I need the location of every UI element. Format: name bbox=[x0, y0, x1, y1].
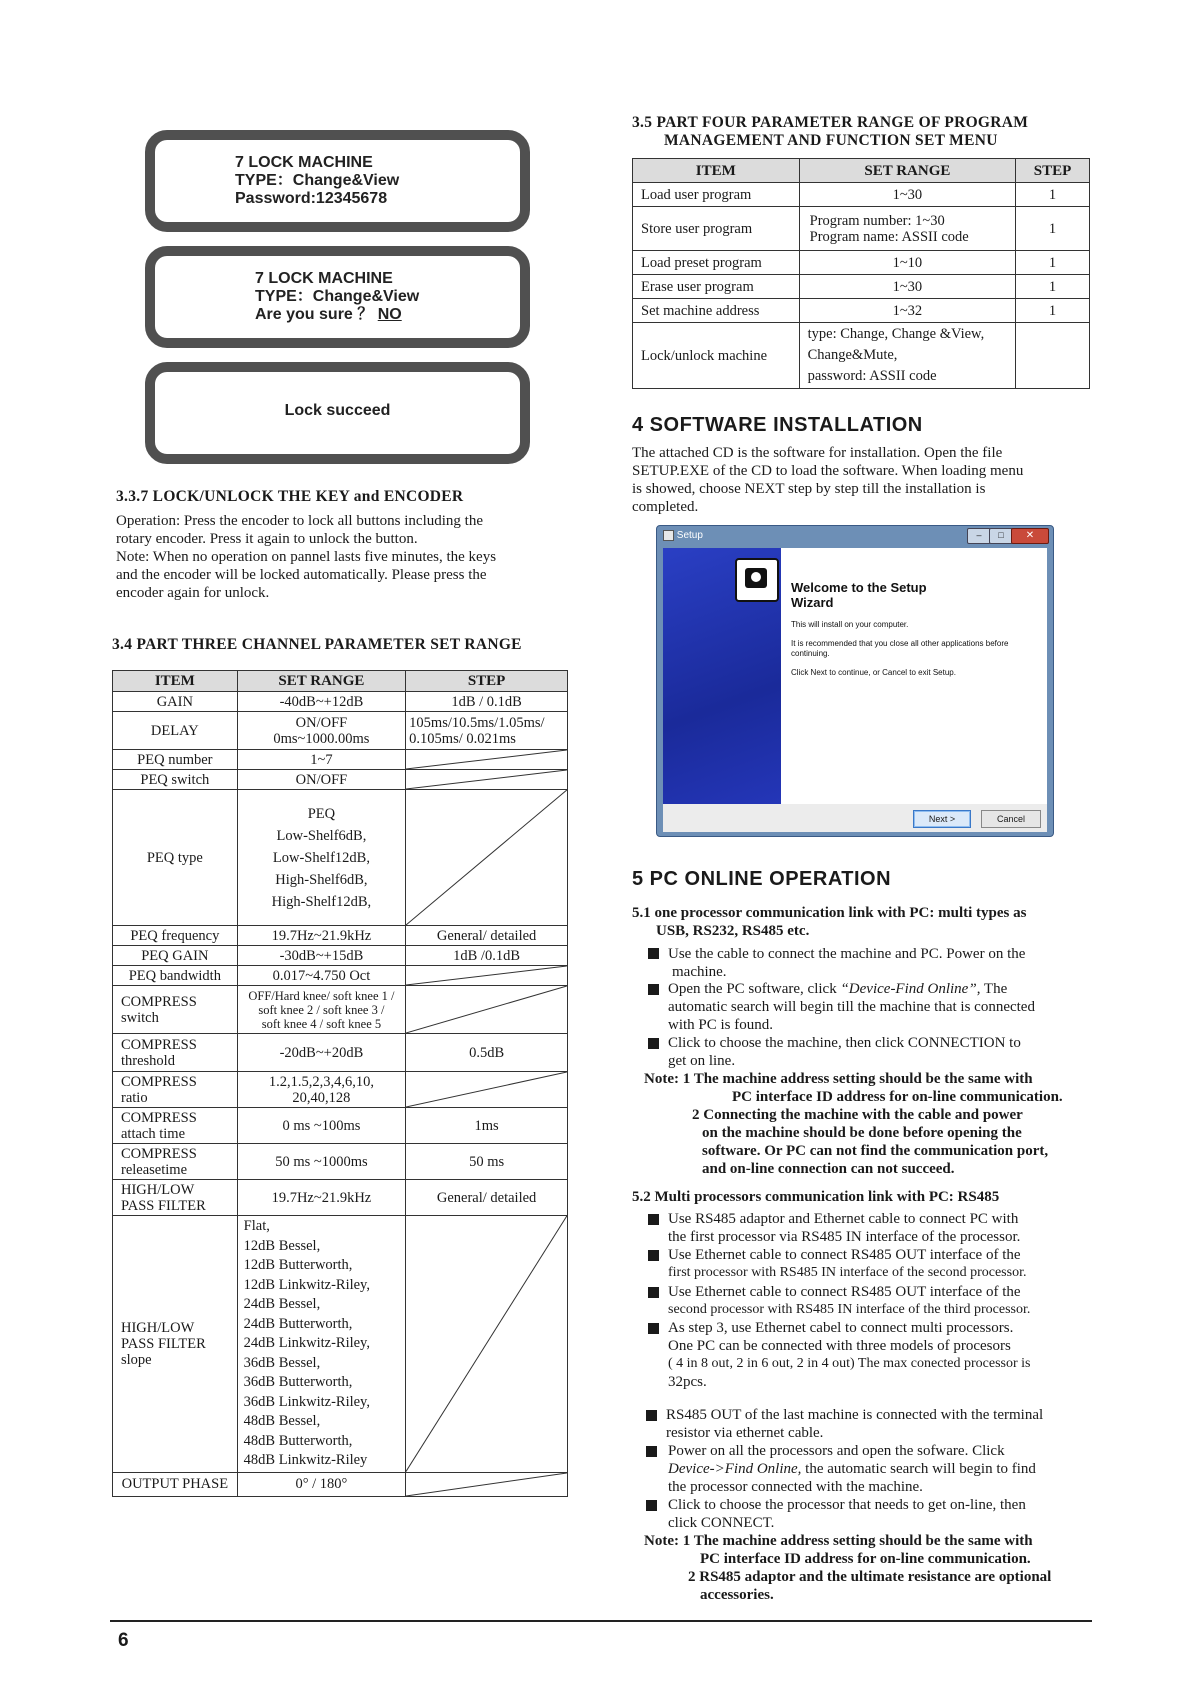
cell-line: 1~30 bbox=[892, 186, 923, 203]
cell-line: General/ detailed bbox=[436, 1189, 537, 1206]
cell-step-empty bbox=[406, 770, 568, 790]
bullet-icon bbox=[648, 1038, 659, 1049]
cell-line: 1ms bbox=[474, 1117, 499, 1134]
cell-line: 105ms/10.5ms/1.05ms/ bbox=[409, 714, 545, 731]
cell-line: attach time bbox=[121, 1125, 186, 1142]
table-row bbox=[113, 750, 568, 770]
cell-line: 48dB Butterworth, bbox=[243, 1432, 353, 1449]
cell-item: Lock/unlock machine bbox=[633, 323, 800, 389]
bullet-text: Use the cable to connect the machine and PC. Power on the machine. bbox=[668, 946, 1026, 980]
cell-line: OFF/Hard knee/ soft knee 1 / bbox=[248, 988, 395, 1003]
cell-range bbox=[237, 712, 406, 750]
cell-line: 0ms~1000.00ms bbox=[273, 730, 370, 747]
cell-line: 1dB /0.1dB bbox=[453, 947, 521, 964]
cell-step bbox=[406, 1034, 568, 1072]
cell-item bbox=[113, 750, 238, 770]
cell-range bbox=[237, 926, 406, 946]
cell-line: ON/OFF bbox=[295, 771, 348, 788]
cell-step: 1 bbox=[1016, 275, 1090, 299]
channel-parameter-table bbox=[112, 670, 568, 1497]
cell-item: Set machine address bbox=[633, 299, 800, 323]
cell-range bbox=[799, 275, 1015, 299]
cell-item bbox=[113, 770, 238, 790]
lcd-screen-2 bbox=[145, 246, 530, 348]
bullet-icon bbox=[646, 1410, 657, 1421]
table-row bbox=[633, 183, 1090, 207]
cell-line: Program number: 1~30 bbox=[809, 212, 945, 229]
subsection-52: 5.2 Multi processors communication link with PC: RS485 bbox=[632, 1189, 1000, 1205]
cell-step: 1 bbox=[1016, 207, 1090, 251]
section-title-34: 3.4 PART THREE CHANNEL PARAMETER SET RANGE bbox=[112, 636, 522, 653]
table-row bbox=[113, 926, 568, 946]
cell-line: soft knee 4 / soft knee 5 bbox=[261, 1016, 382, 1031]
footer-rule bbox=[110, 1620, 1092, 1622]
note-2: Note: 1 The machine address setting should be the same with PC interface ID address for on-line communication. 2 RS485 adaptor and the ultimate resistance are optional accessories. bbox=[644, 1533, 1052, 1603]
cell-line: 20,40,128 bbox=[292, 1089, 351, 1106]
cell-line: soft knee 2 / soft knee 3 / bbox=[258, 1002, 385, 1017]
cell-range bbox=[237, 1108, 406, 1144]
bullet-text: As step 3, use Ethernet cabel to connect multi processors. One PC can be connected with three models of procesors ( 4 in 8 out, 2 in 6 out, 2 in 4 out) The max conected processor is 32pcs. bbox=[668, 1320, 1031, 1390]
table-row bbox=[113, 790, 568, 926]
bullet-text: Click to choose the machine, then click CONNECTION to get on line. bbox=[668, 1035, 1021, 1069]
cell-line: Flat, bbox=[243, 1218, 270, 1234]
table-row bbox=[633, 275, 1090, 299]
cell-line: PEQ bandwidth bbox=[128, 967, 221, 984]
cell-item bbox=[113, 790, 238, 926]
cell-line: slope bbox=[121, 1351, 152, 1368]
setup-app-icon bbox=[663, 530, 674, 541]
diagonal-empty-mark bbox=[406, 1072, 567, 1107]
cell-line: 24dB Linkwitz-Riley, bbox=[243, 1335, 370, 1351]
close-button[interactable] bbox=[1011, 528, 1049, 544]
cell-line: OUTPUT PHASE bbox=[121, 1476, 229, 1492]
table-row bbox=[113, 692, 568, 712]
lcd-line: Are you sure ？ bbox=[255, 306, 374, 323]
cell-step bbox=[406, 692, 568, 712]
cell-line: 1~10 bbox=[892, 254, 923, 271]
cell-line: 36dB Butterworth, bbox=[243, 1374, 353, 1390]
cell-range bbox=[237, 1034, 406, 1072]
cell-range bbox=[237, 1180, 406, 1216]
section-title-35 bbox=[632, 114, 1028, 150]
minimize-icon: – bbox=[976, 530, 982, 540]
cell-line: PEQ GAIN bbox=[141, 947, 209, 964]
cell-line: 24dB Bessel, bbox=[243, 1296, 321, 1312]
cell-step-empty bbox=[406, 1072, 568, 1108]
table-row bbox=[113, 1034, 568, 1072]
bullet-icon bbox=[646, 1500, 657, 1511]
cell-item bbox=[113, 1072, 238, 1108]
cell-line: PASS FILTER bbox=[121, 1197, 206, 1214]
table-row bbox=[633, 323, 1090, 389]
cell-range bbox=[799, 299, 1015, 323]
cell-range bbox=[237, 1472, 406, 1496]
cell-line: COMPRESS bbox=[121, 1073, 197, 1090]
cell-line: 19.7Hz~21.9kHz bbox=[271, 1189, 372, 1206]
table-row bbox=[113, 1472, 568, 1496]
table-row bbox=[113, 986, 568, 1034]
cell-step-empty bbox=[406, 1472, 568, 1496]
lcd-line: 7 LOCK MACHINE bbox=[255, 270, 393, 287]
cell-line: -40dB~+12dB bbox=[279, 693, 364, 710]
note-1: Note: 1 The machine address setting should be the same with PC interface ID address for on-line communication. 2 Connecting the machine with the cable and power on the machine should be done before opening the software. Or PC can not find the communication port, and on-line connection can not succeed. bbox=[644, 1071, 1063, 1177]
cell-item bbox=[113, 986, 238, 1034]
table-row bbox=[113, 966, 568, 986]
cancel-button[interactable]: Cancel bbox=[981, 810, 1041, 828]
cell-line: Change&Mute, bbox=[807, 347, 898, 363]
table-row bbox=[633, 299, 1090, 323]
cell-range bbox=[237, 1144, 406, 1180]
lcd-answer: NO bbox=[377, 306, 402, 323]
cell-line: COMPRESS bbox=[121, 993, 197, 1010]
cell-line: 50 ms bbox=[469, 1153, 505, 1170]
cell-item bbox=[113, 1180, 238, 1216]
bullet-text: Open the PC software, click “Device-Find Online”, The automatic search will begin till the machine that is connected with PC is found. bbox=[668, 981, 1035, 1033]
cell-line: PEQ number bbox=[137, 751, 213, 768]
cell-line: PEQ bbox=[307, 805, 336, 822]
bullet-text: Use Ethernet cable to connect RS485 OUT interface of the first processor with RS485 IN interface of the second processor. bbox=[668, 1247, 1027, 1280]
title-line: MANAGEMENT AND FUNCTION SET MENU bbox=[664, 132, 998, 149]
cell-line: 24dB Butterworth, bbox=[243, 1315, 353, 1332]
cell-line: -30dB~+15dB bbox=[279, 947, 364, 964]
text-line: Operation: Press the encoder to lock all buttons including the bbox=[116, 513, 484, 529]
section-title-5: 5 PC ONLINE OPERATION bbox=[632, 868, 892, 890]
bullet-icon bbox=[646, 1446, 657, 1457]
table-row bbox=[113, 1108, 568, 1144]
table-row bbox=[113, 1144, 568, 1180]
text-line: encoder again for unlock. bbox=[116, 585, 270, 601]
cell-line: 12dB Bessel, bbox=[243, 1237, 321, 1254]
cell-item bbox=[113, 1472, 238, 1496]
diagonal-empty-mark bbox=[406, 966, 567, 985]
cell-line: 36dB Linkwitz-Riley, bbox=[243, 1393, 370, 1410]
bullet-text: Power on all the processors and open the sofware. Click Device->Find Online, the automatic search will begin to find the processor connected with the machine. bbox=[668, 1443, 1036, 1495]
cell-step: 1 bbox=[1016, 251, 1090, 275]
title-line: 3.5 PART FOUR PARAMETER RANGE OF PROGRAM bbox=[632, 114, 1029, 131]
cell-item bbox=[113, 946, 238, 966]
cell-step-empty bbox=[406, 986, 568, 1034]
table-row bbox=[633, 207, 1090, 251]
text-line: completed. bbox=[632, 499, 699, 515]
section-4-body bbox=[632, 444, 1023, 516]
table-row bbox=[113, 946, 568, 966]
cell-line: 0.5dB bbox=[469, 1044, 505, 1061]
cell-range bbox=[237, 966, 406, 986]
welcome-text: This will install on your computer. It is recommended that you close all other applications before continuing. Click Next to continue, or Cancel to exit Setup. bbox=[791, 620, 1009, 677]
cell-line: 0.017~4.750 Oct bbox=[272, 967, 371, 984]
wizard-body bbox=[663, 548, 1047, 804]
wizard-footer bbox=[663, 804, 1047, 832]
cell-line: 1~32 bbox=[892, 302, 923, 319]
col-header-item: ITEM bbox=[113, 671, 238, 692]
window-title: Setup bbox=[663, 530, 703, 541]
bullet-text: Use RS485 adaptor and Ethernet cable to connect PC with the first processor via RS485 IN interface of the processor. bbox=[668, 1211, 1021, 1245]
cell-line: COMPRESS bbox=[121, 1145, 197, 1162]
col-header-step: STEP bbox=[1016, 159, 1090, 183]
bullet-text: Use Ethernet cable to connect RS485 OUT interface of the second processor with RS485 IN interface of the third processor. bbox=[668, 1284, 1031, 1317]
lcd-screen-3 bbox=[145, 362, 530, 464]
cell-range bbox=[237, 946, 406, 966]
table-row bbox=[113, 712, 568, 750]
text-line: The attached CD is the software for installation. Open the file bbox=[632, 445, 1003, 461]
cell-step: 1 bbox=[1016, 183, 1090, 207]
table-row bbox=[113, 1216, 568, 1473]
cell-line: 48dB Bessel, bbox=[243, 1413, 321, 1429]
cell-line: Low-Shelf6dB, bbox=[276, 827, 367, 844]
diagonal-empty-mark bbox=[406, 750, 567, 769]
cell-line: 1~7 bbox=[310, 751, 333, 768]
cell-line: GAIN bbox=[156, 693, 193, 710]
subsection-51: 5.1 one processor communication link with PC: multi types as USB, RS232, RS485 etc. bbox=[632, 905, 1027, 939]
cell-line: 0° / 180° bbox=[295, 1476, 348, 1492]
cell-line: 1~30 bbox=[892, 278, 923, 295]
diagonal-empty-mark bbox=[406, 1216, 567, 1472]
cell-item: Store user program bbox=[633, 207, 800, 251]
cell-step bbox=[406, 1144, 568, 1180]
cell-line: PEQ type bbox=[146, 849, 203, 866]
cell-range bbox=[237, 1216, 406, 1473]
text-line: rotary encoder. Press it again to unlock the button. bbox=[116, 531, 418, 547]
cell-line: PEQ switch bbox=[140, 771, 210, 788]
bullet-icon bbox=[648, 1287, 659, 1298]
cell-line: 1dB / 0.1dB bbox=[451, 693, 522, 710]
cell-line: threshold bbox=[121, 1052, 175, 1069]
cell-range bbox=[237, 770, 406, 790]
maximize-button[interactable] bbox=[989, 528, 1013, 544]
cell-range bbox=[237, 1072, 406, 1108]
cell-item bbox=[113, 692, 238, 712]
cell-line: ON/OFF bbox=[295, 714, 348, 731]
installer-box-icon bbox=[735, 558, 779, 602]
next-button[interactable]: Next > bbox=[913, 810, 971, 828]
section-title-337: 3.3.7 LOCK/UNLOCK THE KEY and ENCODER bbox=[116, 488, 464, 505]
lcd-line: 7 LOCK MACHINE bbox=[235, 154, 373, 171]
cell-item bbox=[113, 1216, 238, 1473]
text-line: is showed, choose NEXT step by step till the installation is bbox=[632, 481, 986, 497]
text-line: and the encoder will be locked automatically. Please press the bbox=[116, 567, 487, 583]
cell-item bbox=[113, 966, 238, 986]
page-number: 6 bbox=[118, 1630, 129, 1651]
cell-line: 36dB Bessel, bbox=[243, 1354, 321, 1371]
bullet-icon bbox=[648, 1250, 659, 1261]
cell-step-empty bbox=[406, 790, 568, 926]
setup-wizard-window bbox=[656, 525, 1054, 837]
text-line: SETUP.EXE of the CD to load the software. When loading menu bbox=[632, 463, 1024, 479]
wizard-side-banner bbox=[663, 548, 781, 804]
cell-line: Program name: ASSII code bbox=[809, 228, 969, 245]
welcome-heading: Welcome to the Setup Wizard bbox=[791, 580, 927, 610]
cell-item bbox=[113, 1034, 238, 1072]
col-header-range: SET RANGE bbox=[799, 159, 1015, 183]
cell-range bbox=[799, 251, 1015, 275]
section-337-body bbox=[116, 512, 496, 602]
cell-line: Low-Shelf12dB, bbox=[272, 849, 370, 866]
section-title-4: 4 SOFTWARE INSTALLATION bbox=[632, 414, 923, 436]
cell-item bbox=[113, 1108, 238, 1144]
lcd-line: Password:12345678 bbox=[235, 190, 388, 207]
cell-range bbox=[799, 183, 1015, 207]
col-header-step: STEP bbox=[406, 671, 568, 692]
cell-line: 0 ms ~100ms bbox=[282, 1117, 361, 1134]
cell-line: High-Shelf12dB, bbox=[271, 893, 372, 910]
diagonal-empty-mark bbox=[406, 986, 567, 1033]
cell-line: PEQ frequency bbox=[130, 927, 220, 944]
cell-step-empty bbox=[406, 750, 568, 770]
cell-range bbox=[237, 692, 406, 712]
cell-line: 0.105ms/ 0.021ms bbox=[409, 730, 516, 747]
cell-line: 19.7Hz~21.9kHz bbox=[271, 927, 372, 944]
text-line: Note: When no operation on pannel lasts five minutes, the keys bbox=[116, 549, 497, 565]
program-parameter-table bbox=[632, 158, 1090, 389]
cell-range bbox=[799, 207, 1015, 251]
cell-step bbox=[406, 712, 568, 750]
maximize-icon: □ bbox=[998, 530, 1004, 540]
cell-range bbox=[237, 986, 406, 1034]
cell-line: ratio bbox=[121, 1089, 148, 1106]
cell-line: 1.2,1.5,2,3,4,6,10, bbox=[268, 1073, 374, 1090]
cell-line: DELAY bbox=[150, 722, 199, 739]
table-row bbox=[633, 251, 1090, 275]
cell-item: Load user program bbox=[633, 183, 800, 207]
cell-line: General/ detailed bbox=[436, 927, 537, 944]
cell-line: HIGH/LOW bbox=[121, 1181, 195, 1198]
cell-step: 1 bbox=[1016, 299, 1090, 323]
cell-line: -20dB~+20dB bbox=[279, 1044, 364, 1061]
cell-line: type: Change, Change &View, bbox=[807, 326, 985, 342]
table-row bbox=[113, 1072, 568, 1108]
diagonal-empty-mark bbox=[406, 770, 567, 789]
cell-range bbox=[237, 790, 406, 926]
cell-line: releasetime bbox=[121, 1161, 188, 1178]
bullet-icon bbox=[648, 984, 659, 995]
lcd-screen-1 bbox=[145, 130, 530, 232]
cell-line: 50 ms ~1000ms bbox=[275, 1153, 368, 1170]
cell-item bbox=[113, 926, 238, 946]
cell-step-empty bbox=[406, 1216, 568, 1473]
diagonal-empty-mark bbox=[406, 1473, 567, 1496]
cell-range bbox=[237, 750, 406, 770]
col-header-range: SET RANGE bbox=[237, 671, 406, 692]
table-row bbox=[113, 770, 568, 790]
minimize-button[interactable] bbox=[967, 528, 991, 544]
cell-step-empty bbox=[406, 966, 568, 986]
cell-line: High-Shelf6dB, bbox=[275, 871, 368, 888]
bullet-text: RS485 OUT of the last machine is connected with the terminal resistor via ethernet cable. bbox=[666, 1407, 1044, 1441]
cell-item bbox=[113, 1144, 238, 1180]
close-icon: ✕ bbox=[1025, 530, 1035, 541]
cell-item bbox=[113, 712, 238, 750]
bullet-icon bbox=[648, 1214, 659, 1225]
cell-line: HIGH/LOW bbox=[121, 1319, 195, 1336]
lcd-line: TYPE：Change&View bbox=[255, 288, 420, 305]
cell-step bbox=[406, 1108, 568, 1144]
col-header-item: ITEM bbox=[633, 159, 800, 183]
cell-line: 48dB Linkwitz-Riley bbox=[243, 1452, 368, 1468]
bullet-icon bbox=[648, 1323, 659, 1334]
cell-line: switch bbox=[121, 1009, 159, 1026]
cell-step bbox=[1016, 323, 1090, 389]
cell-line: password: ASSII code bbox=[807, 368, 937, 384]
cell-range bbox=[799, 323, 1015, 389]
cell-step bbox=[406, 1180, 568, 1216]
table-row bbox=[113, 1180, 568, 1216]
bullet-icon bbox=[648, 948, 659, 959]
cell-line: 12dB Butterworth, bbox=[243, 1257, 353, 1273]
lcd-line: TYPE：Change&View bbox=[235, 172, 400, 189]
bullet-text: Click to choose the processor that needs to get on-line, then click CONNECT. bbox=[668, 1497, 1026, 1531]
cell-line: 12dB Linkwitz-Riley, bbox=[243, 1276, 370, 1293]
cell-line: COMPRESS bbox=[121, 1109, 197, 1126]
cell-line: PASS FILTER bbox=[121, 1335, 206, 1352]
diagonal-empty-mark bbox=[406, 790, 567, 925]
cell-item: Erase user program bbox=[633, 275, 800, 299]
lcd-line: Lock succeed bbox=[284, 402, 391, 419]
cell-step bbox=[406, 946, 568, 966]
cell-item: Load preset program bbox=[633, 251, 800, 275]
cell-step bbox=[406, 926, 568, 946]
cell-line: COMPRESS bbox=[121, 1036, 197, 1053]
